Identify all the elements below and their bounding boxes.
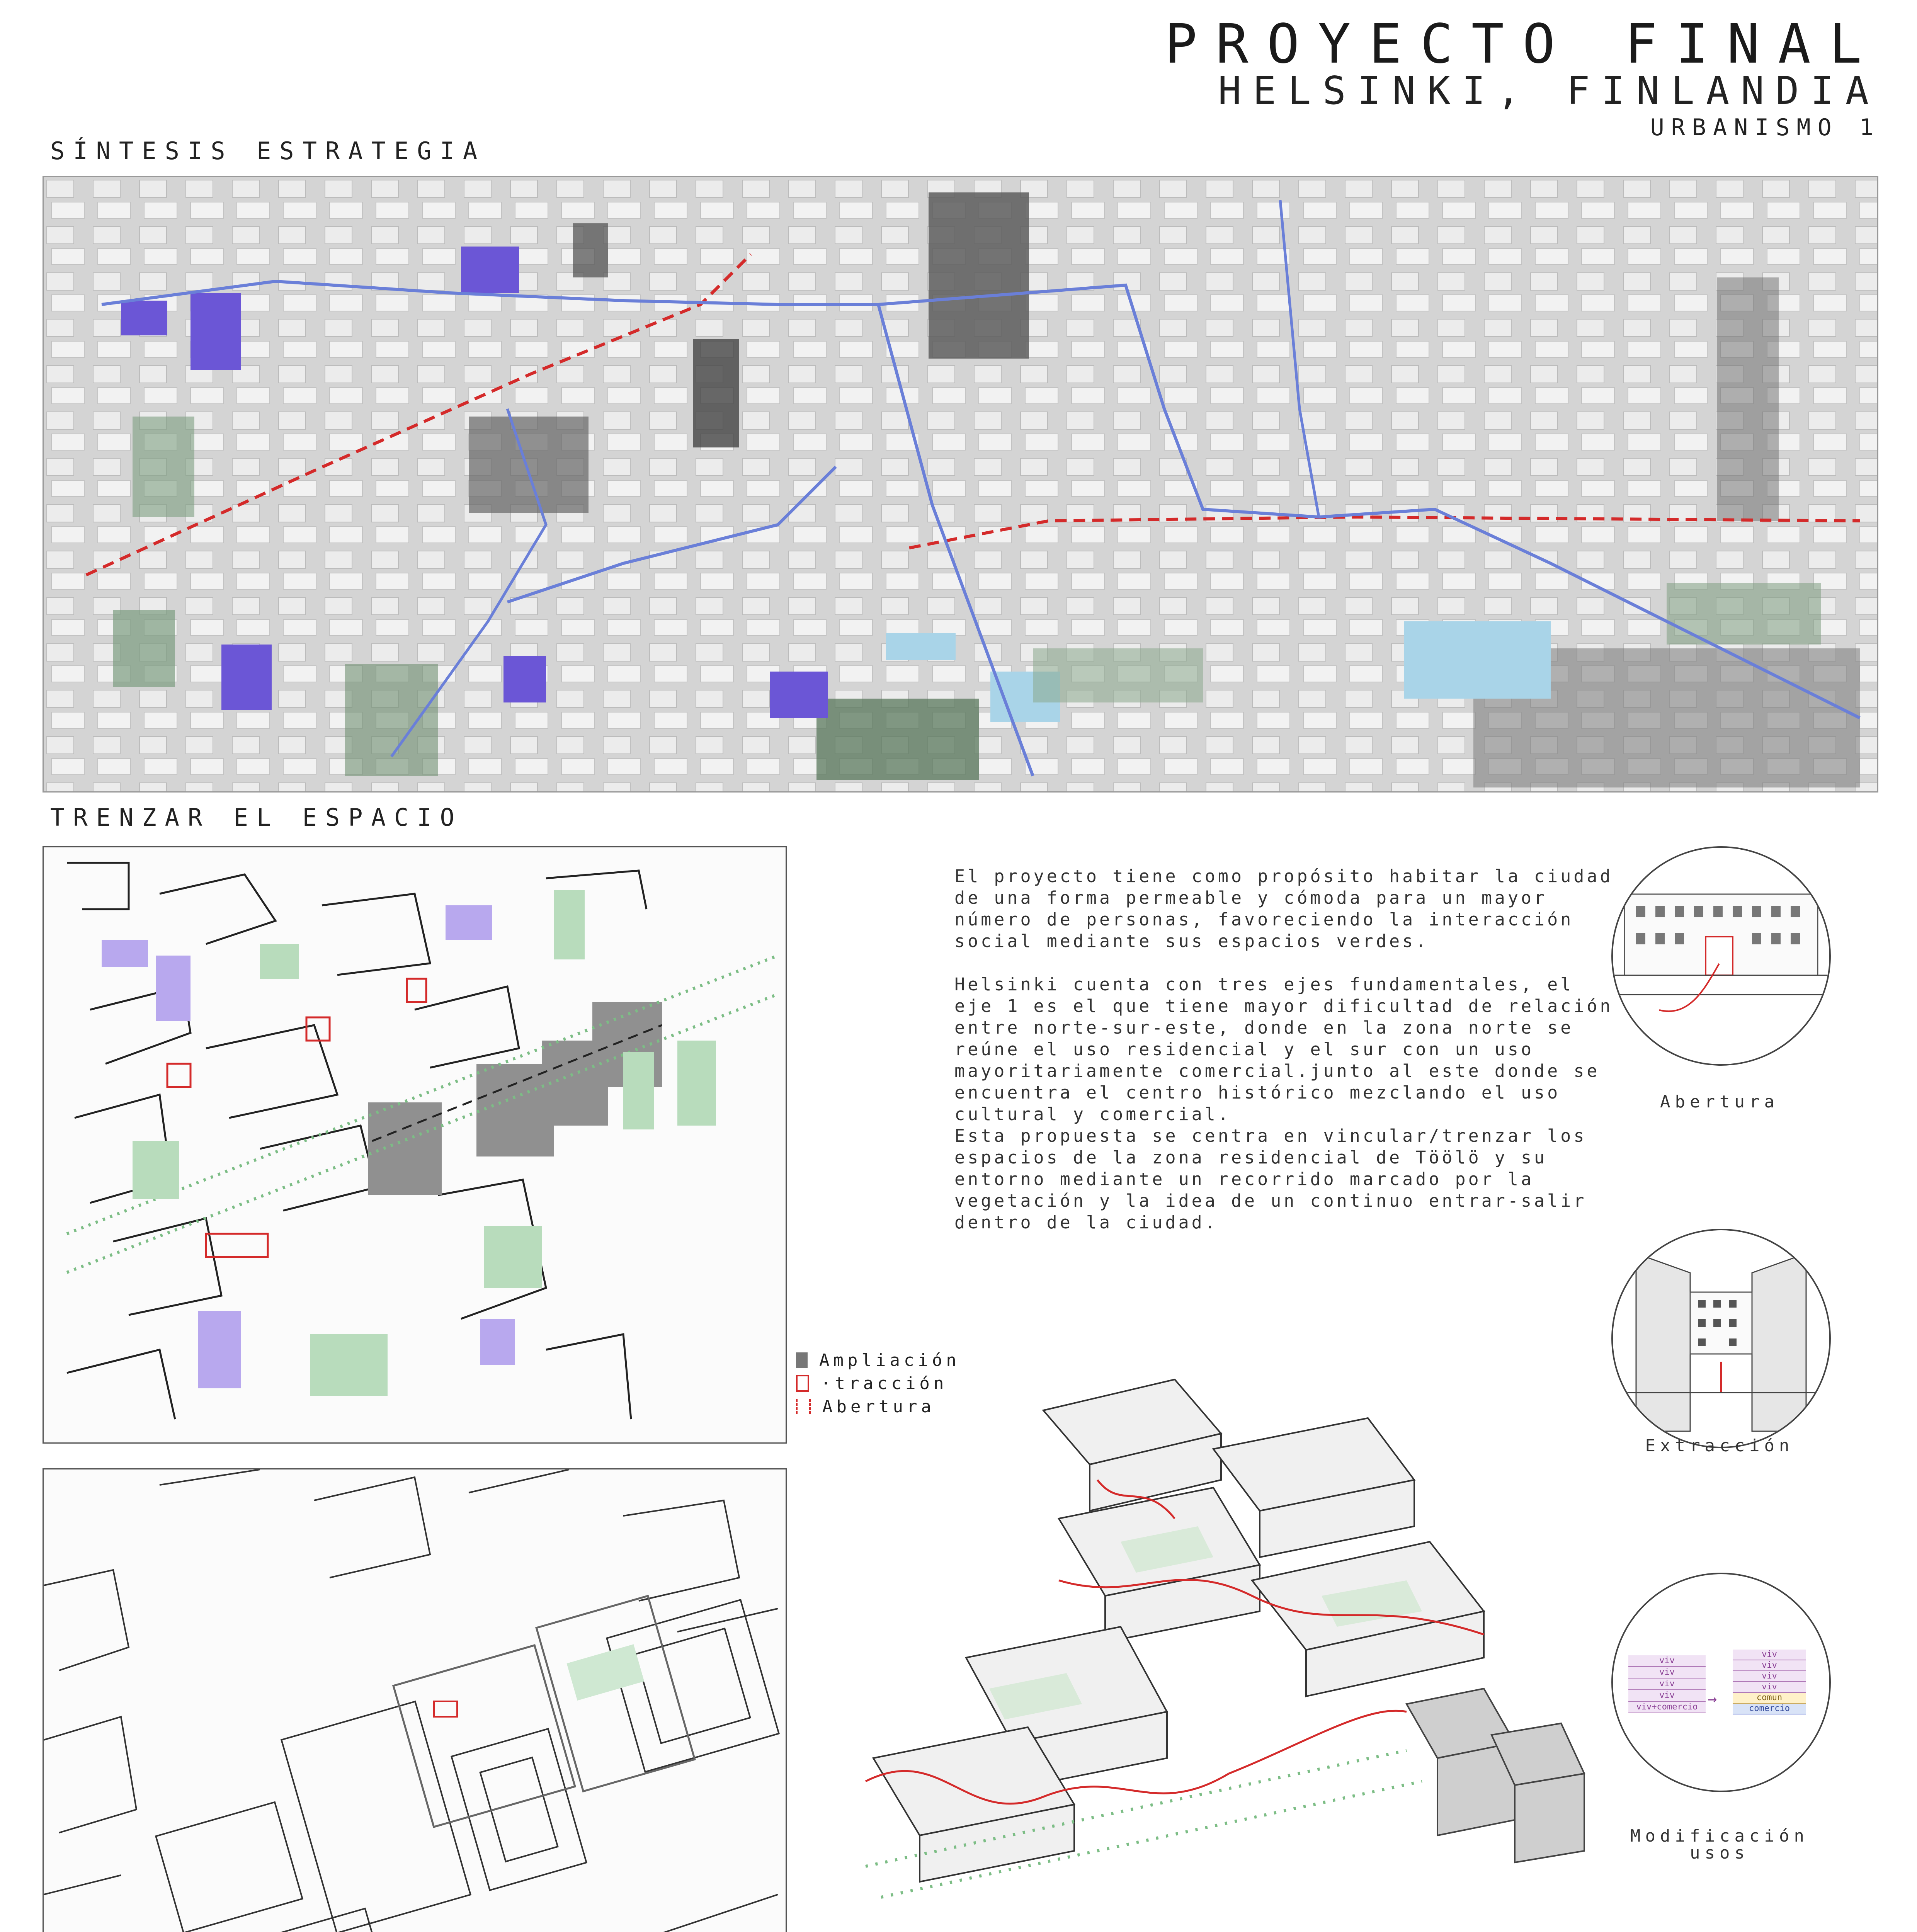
text-proposito: El proyecto tiene como propósito habitar la ciudad de una forma permeable y cómoda para un mayor número de personas, favoreciendo la interacción social mediante sus espacios verdes. [954, 866, 1613, 951]
section-heading-trenzar: TRENZAR EL ESPACIO [50, 803, 463, 832]
axonometric-graphic [827, 1364, 1615, 1932]
text-helsinki: Helsinki cuenta con tres ejes fundamentales, el eje 1 es el que tiene mayor dificultad de relación entre norte-sur-este, donde en la zona norte se reúne el uso residencial y el sur con un uso mayoritariamente comercial.junto al este donde se encuentra el centro histórico mezclando el uso cultural y comercial. Esta propuesta se centra en vincular/trenzar los espacios de la zona residencial de Töölö y su entorno mediante un recorrido marcado por la vegetación y la idea de un continuo entrar-salir dentro de la ciudad. [954, 974, 1613, 1233]
detail-plan-graphic [44, 1469, 786, 1932]
page-title: PROYECTO FINAL [1164, 13, 1880, 76]
axonometric-view [827, 1364, 1615, 1932]
detail-plan [43, 1468, 787, 1932]
usos-before-4: viv+comercio [1628, 1702, 1706, 1713]
legend-label-abertura: Abertura [822, 1396, 935, 1417]
circle-abertura [1611, 846, 1831, 1066]
usos-after [1733, 1650, 1806, 1714]
circle-abertura-graphic [1613, 848, 1829, 1064]
circle-extraccion-graphic [1613, 1230, 1829, 1447]
trenzar-plan-graphic [44, 847, 786, 1442]
usos-before-2: viv [1628, 1679, 1706, 1690]
usos-after-0: viv [1733, 1650, 1806, 1660]
usos-before [1628, 1655, 1706, 1713]
legend-swatch-grey [796, 1352, 808, 1368]
usos-after-1: viv [1733, 1660, 1806, 1671]
usos-before-3: viv [1628, 1690, 1706, 1702]
usos-after-4: comun [1733, 1693, 1806, 1704]
legend-label-extraccion: ·tracción [821, 1373, 948, 1393]
circle-extraccion [1611, 1229, 1831, 1448]
strategy-map [43, 176, 1878, 793]
section-heading-sintesis: SÍNTESIS ESTRATEGIA [50, 137, 486, 165]
caption-extraccion: Extracción [1645, 1436, 1794, 1456]
legend-label-ampliacion: Ampliación [819, 1350, 960, 1370]
caption-modificacion: Modificación usos [1630, 1826, 1809, 1863]
legend-swatch-red-box [796, 1375, 809, 1392]
usos-after-5: comercio [1733, 1704, 1806, 1714]
arrow-right-icon: → [1708, 1690, 1717, 1708]
usos-after-2: viv [1733, 1671, 1806, 1682]
course-name: URBANISMO 1 [1650, 114, 1880, 141]
legend-swatch-red-dash [796, 1399, 811, 1414]
trenzar-plan [43, 846, 787, 1444]
usos-before-1: viv [1628, 1667, 1706, 1679]
page-location: HELSINKI, FINLANDIA [1218, 68, 1880, 113]
strategy-map-graphic [44, 177, 1877, 791]
usos-before-0: viv [1628, 1655, 1706, 1667]
caption-abertura: Abertura [1660, 1092, 1779, 1112]
usos-after-3: viv [1733, 1682, 1806, 1693]
circle-modificacion [1611, 1573, 1831, 1792]
